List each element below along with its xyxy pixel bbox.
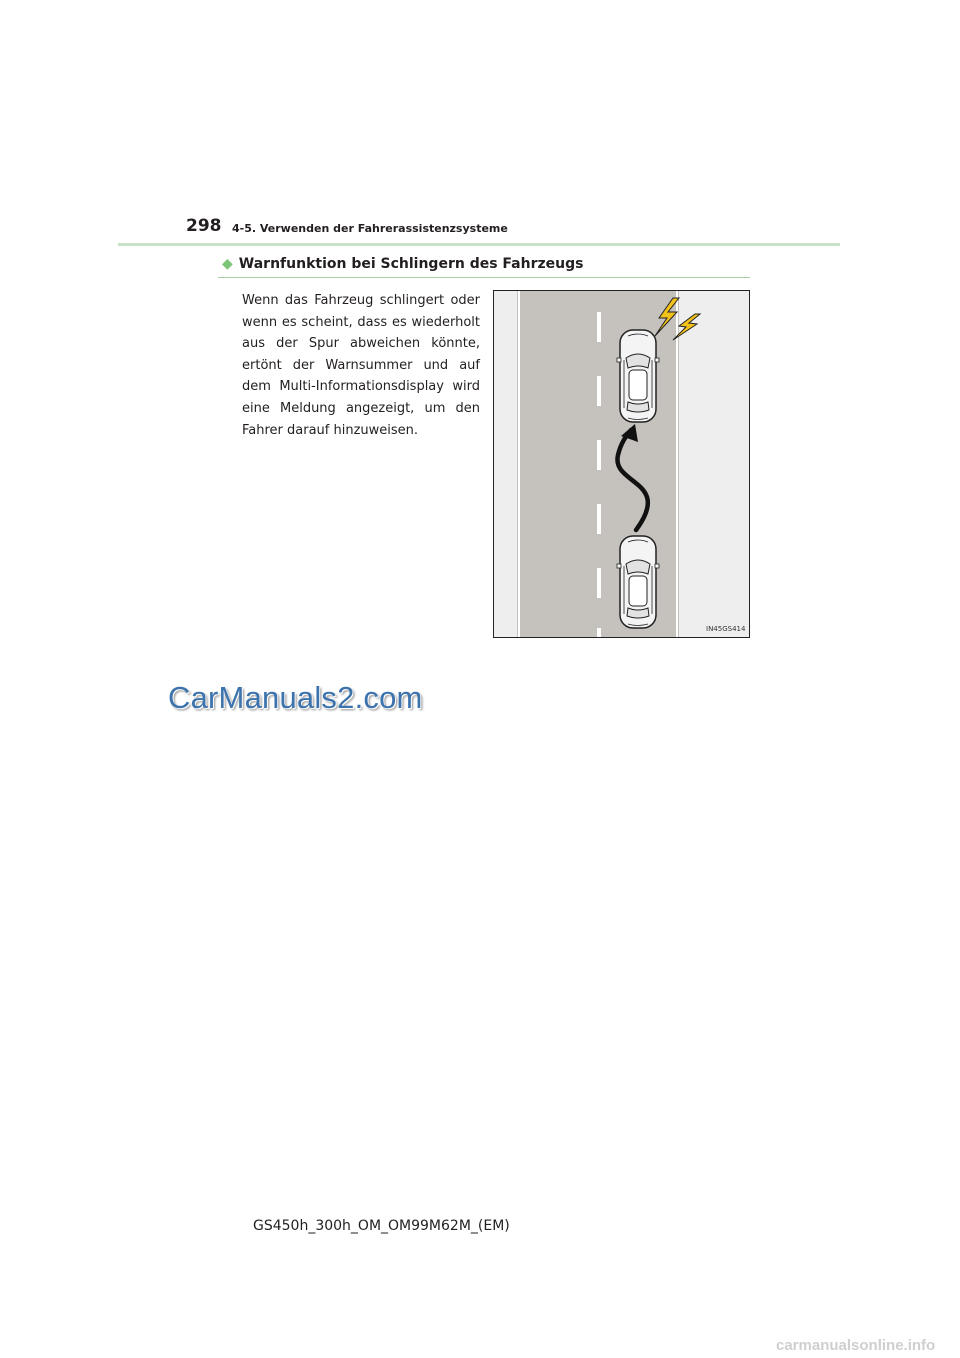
car-icon — [617, 536, 659, 628]
footer-watermark: carmanualsonline.info — [776, 1337, 936, 1354]
page-number: 298 — [186, 216, 222, 236]
diamond-icon: ◆ — [222, 256, 233, 272]
subsection-divider — [218, 277, 750, 278]
subsection-heading — [222, 256, 583, 272]
section-title: 4-5. Verwenden der Fahrerassistenzsysteme — [232, 222, 508, 235]
footer-code: GS450h_300h_OM_OM99M62M_(EM) — [253, 1218, 510, 1234]
subsection-title: Warnfunktion bei Schlingern des Fahrzeugs — [238, 256, 584, 272]
lane-swerve-illustration — [493, 290, 750, 638]
figure-code: IN45GS414 — [706, 625, 746, 633]
watermark-logo: CarManuals2.com — [168, 680, 423, 715]
body-paragraph: Wenn das Fahrzeug schlingert oder wenn es scheint, dass es wiederholt aus der Spur abweichen könnte, ertönt der Warnsummer und auf dem Multi-Informationsdisplay wird eine Meldung angezeigt, um den Fahrer darauf hinzuweisen. — [242, 293, 480, 438]
header-divider — [118, 243, 840, 246]
car-icon — [617, 330, 659, 422]
